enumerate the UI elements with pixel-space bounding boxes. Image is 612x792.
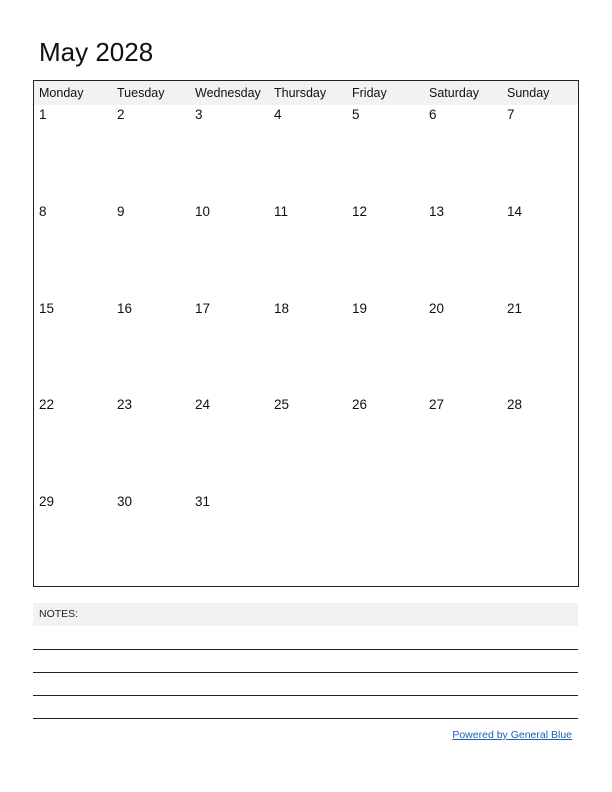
weekday-sunday: Sunday xyxy=(507,86,550,100)
day-cell-28: 28 xyxy=(507,397,523,412)
note-line xyxy=(33,649,578,650)
day-cell-24: 24 xyxy=(195,397,211,412)
day-cell-25: 25 xyxy=(274,397,290,412)
note-line xyxy=(33,695,578,696)
weekday-wednesday: Wednesday xyxy=(195,86,261,100)
day-cell-22: 22 xyxy=(39,397,55,412)
day-cell-8: 8 xyxy=(39,204,47,219)
day-cell-empty xyxy=(424,492,502,588)
note-line xyxy=(33,672,578,673)
day-cell-23: 23 xyxy=(117,397,133,412)
weekday-friday: Friday xyxy=(352,86,387,100)
day-cell-19: 19 xyxy=(352,301,368,316)
day-cell-15: 15 xyxy=(39,301,55,316)
day-cell-3: 3 xyxy=(195,107,203,122)
page-title: May 2028 xyxy=(39,37,154,67)
day-cell-empty xyxy=(347,492,424,588)
weekday-monday: Monday xyxy=(39,86,84,100)
day-cell-16: 16 xyxy=(117,301,133,316)
day-cell-12: 12 xyxy=(352,204,368,219)
calendar-grid xyxy=(33,80,579,587)
weekday-tuesday: Tuesday xyxy=(117,86,165,100)
day-cell-31: 31 xyxy=(195,494,211,509)
powered-by-link[interactable]: Powered by General Blue xyxy=(452,729,572,741)
day-cell-empty xyxy=(502,492,578,588)
day-cell-11: 11 xyxy=(274,204,289,219)
day-cell-18: 18 xyxy=(274,301,290,316)
note-line xyxy=(33,718,578,719)
day-cell-17: 17 xyxy=(195,301,211,316)
day-cell-empty xyxy=(269,492,347,588)
weekday-saturday: Saturday xyxy=(429,86,480,100)
day-cell-13: 13 xyxy=(429,204,445,219)
day-cell-9: 9 xyxy=(117,204,125,219)
day-cell-29: 29 xyxy=(39,494,55,509)
day-cell-5: 5 xyxy=(352,107,360,122)
notes-header xyxy=(33,603,578,626)
weekday-header-row xyxy=(34,81,578,105)
day-cell-1: 1 xyxy=(39,107,47,122)
notes-label: NOTES: xyxy=(39,608,79,620)
day-cell-21: 21 xyxy=(507,301,523,316)
day-cell-14: 14 xyxy=(507,204,523,219)
day-cell-7: 7 xyxy=(507,107,515,122)
weekday-thursday: Thursday xyxy=(274,86,327,100)
day-cell-2: 2 xyxy=(117,107,125,122)
day-cell-10: 10 xyxy=(195,204,211,219)
day-cell-30: 30 xyxy=(117,494,133,509)
day-cell-6: 6 xyxy=(429,107,437,122)
day-cell-4: 4 xyxy=(274,107,282,122)
day-cell-26: 26 xyxy=(352,397,368,412)
day-cell-20: 20 xyxy=(429,301,445,316)
day-cell-27: 27 xyxy=(429,397,445,412)
